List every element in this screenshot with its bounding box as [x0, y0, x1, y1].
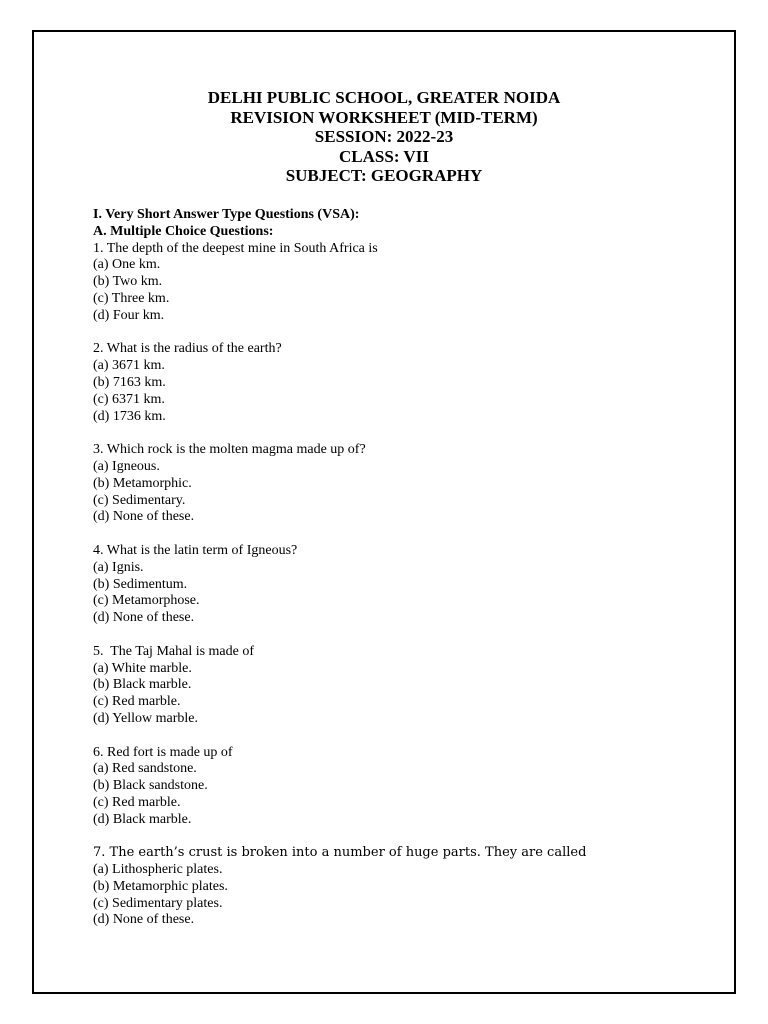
- question-text: 5. The Taj Mahal is made of: [93, 643, 255, 659]
- worksheet-title: REVISION WORKSHEET (MID-TERM): [230, 107, 538, 127]
- question-text: 4. What is the latin term of Igneous?: [93, 542, 298, 558]
- option-b: (b) Metamorphic.: [93, 475, 192, 491]
- question-text: 2. What is the radius of the earth?: [93, 341, 282, 357]
- option-a: (a) White marble.: [93, 660, 192, 676]
- option-d: (d) None of these.: [93, 509, 195, 525]
- option-c: (c) Sedimentary plates.: [93, 895, 223, 911]
- question-5: [93, 644, 713, 728]
- option-d: (d) None of these.: [93, 610, 195, 626]
- school-name: DELHI PUBLIC SCHOOL, GREATER NOIDA: [207, 88, 561, 107]
- subject-label: SUBJECT: GEOGRAPHY: [285, 166, 483, 185]
- section-title: I. Very Short Answer Type Questions (VSA):: [93, 207, 360, 222]
- option-c: (c) Sedimentary.: [93, 492, 186, 508]
- option-a: (a) 3671 km.: [93, 358, 165, 374]
- option-b: (b) Black marble.: [93, 677, 192, 693]
- question-1: [93, 241, 713, 325]
- option-d: (d) None of these.: [93, 912, 195, 928]
- question-text: 7. The earth’s crust is broken into a number of huge parts. They are called: [93, 845, 587, 861]
- option-b: (b) Two km.: [93, 274, 163, 290]
- question-text: 6. Red fort is made up of: [93, 744, 233, 760]
- option-a: (a) Ignis.: [93, 559, 144, 575]
- session-label: SESSION: 2022-23: [314, 127, 454, 146]
- option-d: (d) Black marble.: [93, 811, 192, 827]
- option-b: (b) 7163 km.: [93, 374, 166, 390]
- question-6: [93, 745, 713, 829]
- option-c: (c) Metamorphose.: [93, 593, 200, 609]
- option-d: (d) Yellow marble.: [93, 710, 198, 726]
- option-c: (c) Three km.: [93, 290, 170, 306]
- option-c: (c) Red marble.: [93, 794, 181, 810]
- class-label: CLASS: VII: [339, 146, 429, 166]
- option-a: (a) Lithospheric plates.: [93, 862, 223, 878]
- question-text: 1. The depth of the deepest mine in South Africa is: [93, 240, 378, 256]
- option-b: (b) Black sandstone.: [93, 778, 208, 794]
- option-a: (a) Red sandstone.: [93, 761, 197, 777]
- document-header: [32, 88, 736, 186]
- option-b: (b) Metamorphic plates.: [93, 878, 228, 894]
- worksheet-content: [93, 207, 713, 946]
- question-2: [93, 341, 713, 425]
- option-a: (a) One km.: [93, 257, 161, 273]
- option-d: (d) Four km.: [93, 307, 165, 323]
- section-subtitle: A. Multiple Choice Questions:: [93, 223, 274, 239]
- question-4: [93, 543, 713, 627]
- question-text: 3. Which rock is the molten magma made up of?: [93, 442, 366, 458]
- option-c: (c) 6371 km.: [93, 391, 165, 407]
- option-b: (b) Sedimentum.: [93, 576, 188, 592]
- question-7: [93, 845, 713, 929]
- option-a: (a) Igneous.: [93, 458, 160, 474]
- question-3: [93, 442, 713, 526]
- option-d: (d) 1736 km.: [93, 408, 166, 424]
- option-c: (c) Red marble.: [93, 694, 181, 710]
